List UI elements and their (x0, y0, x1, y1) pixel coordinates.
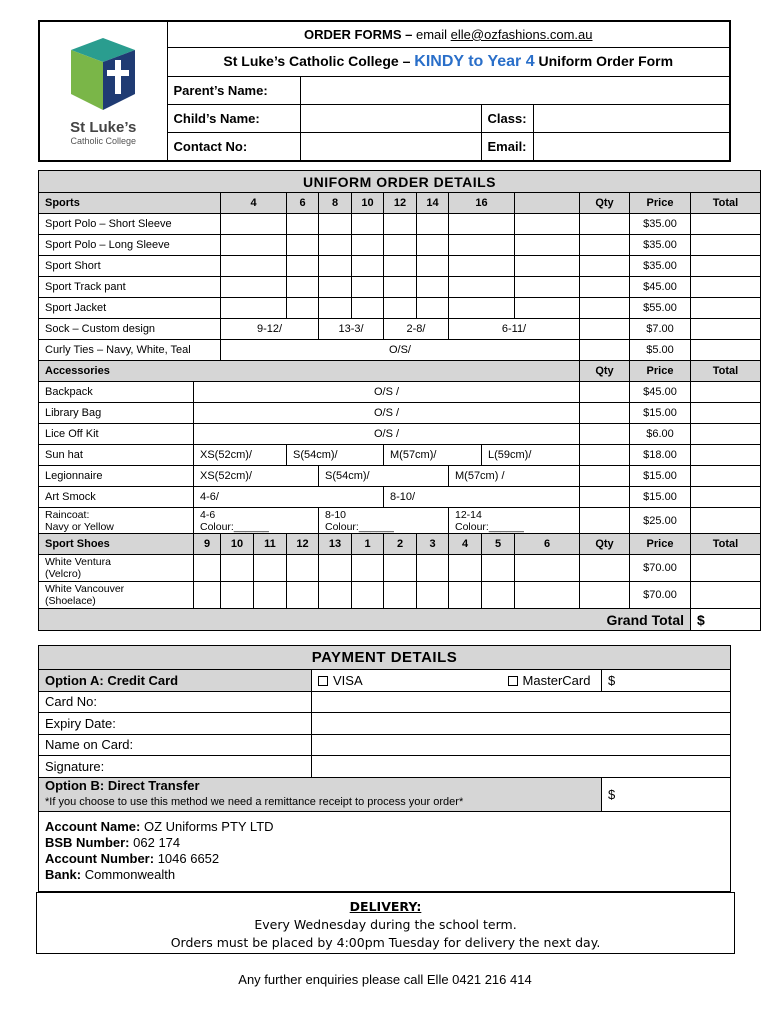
total-cell[interactable] (691, 214, 761, 235)
size-header: 16 (449, 193, 515, 214)
qty-header: Qty (580, 193, 630, 214)
total-cell[interactable] (691, 508, 761, 534)
size-option[interactable]: XS(52cm)/ (194, 466, 319, 487)
raincoat-colour: Colour:______ (325, 520, 394, 533)
raincoat-colour: Colour:______ (200, 520, 269, 533)
backpack-row (39, 382, 761, 403)
total-cell[interactable] (691, 235, 761, 256)
bsb-label: BSB Number: (45, 835, 130, 850)
visa-option[interactable] (318, 673, 362, 688)
size-qty-cell[interactable] (515, 277, 580, 298)
parent-name-label: Parent’s Name: (167, 76, 300, 104)
price-cell: $70.00 (630, 582, 691, 609)
mastercard-option[interactable] (508, 673, 591, 688)
sports-header-row (39, 193, 761, 214)
size-option[interactable]: O/S / (194, 382, 580, 403)
size-qty-cell[interactable] (449, 298, 515, 319)
price-cell: $55.00 (630, 298, 691, 319)
email-label-text: email (415, 26, 448, 42)
contact-field[interactable] (300, 132, 481, 161)
size-qty-cell[interactable] (287, 235, 319, 256)
size-option[interactable]: 6-11/ (449, 319, 580, 340)
size-option[interactable]: S(54cm)/ (287, 445, 384, 466)
item-name: Legionnaire (39, 466, 194, 487)
card-no-field[interactable] (312, 691, 731, 713)
raincoat-size: 8-10 (325, 508, 347, 521)
card-no-label: Card No: (39, 691, 312, 713)
transfer-amount-field[interactable]: $ (602, 777, 731, 811)
legionnaire-row (39, 466, 761, 487)
shoe-size-header: 3 (417, 534, 449, 555)
size-qty-cell[interactable] (352, 214, 384, 235)
sports-item-row (39, 214, 761, 235)
qty-cell[interactable] (580, 445, 630, 466)
total-cell[interactable] (691, 403, 761, 424)
qty-header: Qty (580, 534, 630, 555)
size-qty-cell[interactable] (319, 277, 352, 298)
size-qty-cell[interactable] (449, 235, 515, 256)
shoe-size-cell[interactable] (384, 582, 417, 609)
size-qty-cell[interactable] (515, 298, 580, 319)
expiry-field[interactable] (312, 713, 731, 735)
size-qty-cell[interactable] (384, 298, 417, 319)
shoe-size-cell[interactable] (254, 555, 287, 582)
item-name: Curly Ties – Navy, White, Teal (39, 340, 221, 361)
item-name: Sport Short (39, 256, 221, 277)
qty-cell[interactable] (580, 340, 630, 361)
size-qty-cell[interactable] (352, 298, 384, 319)
price-cell: $35.00 (630, 256, 691, 277)
size-option[interactable]: 2-8/ (384, 319, 449, 340)
class-label: Class: (481, 104, 533, 132)
size-qty-cell[interactable] (352, 277, 384, 298)
total-cell[interactable] (691, 319, 761, 340)
grand-total-row (39, 609, 761, 631)
size-qty-cell[interactable] (449, 277, 515, 298)
price-header: Price (630, 193, 691, 214)
size-qty-cell[interactable] (287, 277, 319, 298)
size-qty-cell[interactable] (515, 235, 580, 256)
size-qty-cell[interactable] (384, 214, 417, 235)
shoe-name: White Vancouver (45, 583, 125, 595)
shoe-size-cell[interactable] (194, 582, 221, 609)
shoe-size-cell[interactable] (482, 555, 515, 582)
size-option[interactable] (194, 508, 319, 534)
shoe-size-header: 9 (194, 534, 221, 555)
mastercard-label: MasterCard (522, 672, 591, 688)
shoe-size-cell[interactable] (515, 582, 580, 609)
raincoat-colour: Colour:______ (455, 520, 524, 533)
sports-item-row (39, 235, 761, 256)
size-qty-cell[interactable] (417, 214, 449, 235)
size-qty-cell[interactable] (319, 235, 352, 256)
shoe-size-cell[interactable] (221, 582, 254, 609)
logo-subtitle: Catholic College (70, 136, 137, 146)
qty-cell[interactable] (580, 214, 630, 235)
name-on-card-label: Name on Card: (39, 734, 312, 756)
size-qty-cell[interactable] (352, 235, 384, 256)
size-header: 10 (352, 193, 384, 214)
shoe-size-cell[interactable] (319, 555, 352, 582)
uniform-order-table (38, 170, 761, 631)
raincoat-name: Raincoat: (45, 508, 90, 521)
size-qty-cell[interactable] (221, 214, 287, 235)
total-header: Total (691, 193, 761, 214)
size-option[interactable]: O/S / (194, 403, 580, 424)
price-cell: $45.00 (630, 277, 691, 298)
qty-cell[interactable] (580, 403, 630, 424)
price-cell: $15.00 (630, 466, 691, 487)
shoe-size-header: 5 (482, 534, 515, 555)
grand-total-field[interactable]: $ (691, 609, 761, 631)
size-header: 6 (287, 193, 319, 214)
total-cell[interactable] (691, 382, 761, 403)
total-cell[interactable] (691, 340, 761, 361)
size-qty-cell[interactable] (384, 277, 417, 298)
bank-account-details (39, 811, 731, 891)
class-field[interactable] (533, 104, 730, 132)
qty-cell[interactable] (580, 555, 630, 582)
price-header: Price (630, 361, 691, 382)
size-qty-cell[interactable] (417, 298, 449, 319)
size-option[interactable]: M(57cm) / (449, 466, 580, 487)
sports-label: Sports (39, 193, 221, 214)
shoe-size-header: 1 (352, 534, 384, 555)
form-name: Uniform Order Form (538, 52, 674, 69)
sport-shoes-header-row (39, 534, 761, 555)
sock-row (39, 319, 761, 340)
size-qty-cell[interactable] (384, 256, 417, 277)
qty-header: Qty (580, 361, 630, 382)
sun-hat-row (39, 445, 761, 466)
shoe-size-header: 12 (287, 534, 319, 555)
qty-cell[interactable] (580, 582, 630, 609)
size-option[interactable]: 9-12/ (221, 319, 319, 340)
raincoat-colours: Navy or Yellow (45, 520, 114, 533)
price-cell: $7.00 (630, 319, 691, 340)
shoe-size-cell[interactable] (384, 555, 417, 582)
shoe-size-header: 11 (254, 534, 287, 555)
qty-cell[interactable] (580, 319, 630, 340)
account-number: 1046 6652 (157, 851, 220, 866)
item-name: Lice Off Kit (39, 424, 194, 445)
lice-kit-row (39, 424, 761, 445)
account-name-label: Account Name: (45, 819, 141, 834)
account-name: OZ Uniforms PTY LTD (143, 819, 274, 834)
shoe-size-cell[interactable] (352, 582, 384, 609)
total-cell[interactable] (691, 445, 761, 466)
size-qty-cell[interactable] (287, 214, 319, 235)
price-cell: $70.00 (630, 555, 691, 582)
shoe-size-header: 4 (449, 534, 482, 555)
price-header: Price (630, 534, 691, 555)
school-logo (39, 21, 167, 161)
delivery-box (36, 892, 735, 954)
size-qty-cell[interactable] (352, 256, 384, 277)
email-field[interactable] (533, 132, 730, 161)
size-qty-cell[interactable] (515, 214, 580, 235)
crest-icon (65, 36, 141, 112)
art-smock-row (39, 487, 761, 508)
shoe-size-cell[interactable] (449, 582, 482, 609)
size-qty-cell[interactable] (319, 214, 352, 235)
total-header: Total (691, 534, 761, 555)
delivery-heading: DELIVERY: (349, 899, 422, 914)
uniform-title: UNIFORM ORDER DETAILS (39, 171, 761, 193)
item-name: Sport Polo – Long Sleeve (39, 235, 221, 256)
price-cell: $45.00 (630, 382, 691, 403)
item-name: Backpack (39, 382, 194, 403)
qty-cell[interactable] (580, 508, 630, 534)
price-cell: $35.00 (630, 214, 691, 235)
total-cell[interactable] (691, 555, 761, 582)
price-cell: $18.00 (630, 445, 691, 466)
shoe-name: White Ventura (45, 556, 111, 568)
size-qty-cell[interactable] (287, 256, 319, 277)
email-label: Email: (481, 132, 533, 161)
child-name-field[interactable] (300, 104, 481, 132)
school-form-title (167, 47, 730, 76)
size-header: 14 (417, 193, 449, 214)
shoe-type: (Velcro) (45, 568, 82, 580)
shoe-size-header: 10 (221, 534, 254, 555)
item-name: Sun hat (39, 445, 194, 466)
shoe-size-cell[interactable] (352, 555, 384, 582)
size-header: 12 (384, 193, 417, 214)
item-name: Library Bag (39, 403, 194, 424)
shoe-size-cell[interactable] (417, 555, 449, 582)
contact-email-link[interactable]: elle@ozfashions.com.au (450, 26, 593, 42)
size-option[interactable]: 4-6/ (194, 487, 384, 508)
size-qty-cell[interactable] (384, 235, 417, 256)
shoe-size-cell[interactable] (287, 555, 319, 582)
contact-label: Contact No: (167, 132, 300, 161)
card-type-options (312, 670, 602, 692)
qty-cell[interactable] (580, 256, 630, 277)
total-cell[interactable] (691, 466, 761, 487)
size-option[interactable]: XS(52cm)/ (194, 445, 287, 466)
option-b-cell (39, 777, 602, 811)
qty-cell[interactable] (580, 382, 630, 403)
visa-checkbox[interactable] (318, 676, 328, 686)
total-cell[interactable] (691, 277, 761, 298)
footer-enquiries: Any further enquiries please call Elle 0421 216 414 (238, 972, 532, 987)
credit-amount-field[interactable]: $ (602, 670, 731, 692)
size-qty-cell[interactable] (417, 235, 449, 256)
item-name: Sock – Custom design (39, 319, 221, 340)
child-name-label: Child’s Name: (167, 104, 300, 132)
header-table (38, 20, 731, 162)
size-option[interactable]: L(59cm)/ (482, 445, 580, 466)
raincoat-row (39, 508, 761, 534)
size-qty-cell[interactable] (221, 277, 287, 298)
signature-label: Signature: (39, 756, 312, 778)
qty-cell[interactable] (580, 298, 630, 319)
size-qty-cell[interactable] (417, 277, 449, 298)
size-qty-cell[interactable] (449, 214, 515, 235)
size-qty-cell[interactable] (221, 298, 287, 319)
accessories-label: Accessories (39, 361, 580, 382)
price-cell: $25.00 (630, 508, 691, 534)
size-option[interactable]: S(54cm)/ (319, 466, 449, 487)
title-bold: ORDER FORMS – (304, 26, 413, 42)
shoe-size-header: 2 (384, 534, 417, 555)
item-name (39, 508, 194, 534)
option-b-label: Option B: Direct Transfer (45, 778, 200, 793)
item-name (39, 555, 194, 582)
shoe-size-cell[interactable] (449, 555, 482, 582)
sports-item-row (39, 256, 761, 277)
size-option[interactable] (449, 508, 580, 534)
size-qty-cell[interactable] (221, 235, 287, 256)
raincoat-size: 4-6 (200, 508, 216, 521)
total-cell[interactable] (691, 487, 761, 508)
total-cell[interactable] (691, 582, 761, 609)
kindy-label: KINDY to Year 4 (414, 52, 535, 70)
visa-label: VISA (333, 672, 362, 688)
total-cell[interactable] (691, 424, 761, 445)
payment-title: PAYMENT DETAILS (39, 646, 731, 670)
item-name: Sport Track pant (39, 277, 221, 298)
size-qty-cell[interactable] (221, 256, 287, 277)
shoe-size-header: 6 (515, 534, 580, 555)
shoe-size-cell[interactable] (194, 555, 221, 582)
size-header: 4 (221, 193, 287, 214)
qty-cell[interactable] (580, 424, 630, 445)
sports-item-row (39, 298, 761, 319)
qty-cell[interactable] (580, 466, 630, 487)
size-qty-cell[interactable] (417, 256, 449, 277)
payment-table (38, 645, 731, 892)
logo-name: St Luke’s (70, 119, 137, 136)
size-qty-cell[interactable] (449, 256, 515, 277)
delivery-line-2: Orders must be placed by 4:00pm Tuesday for delivery the next day. (170, 935, 601, 950)
shoe-size-cell[interactable] (221, 555, 254, 582)
expiry-label: Expiry Date: (39, 713, 312, 735)
shoe-size-cell[interactable] (319, 582, 352, 609)
price-cell: $15.00 (630, 403, 691, 424)
size-qty-cell[interactable] (515, 256, 580, 277)
shoe-size-header: 13 (319, 534, 352, 555)
account-number-label: Account Number: (45, 851, 155, 866)
size-header (515, 193, 580, 214)
accessories-header-row (39, 361, 761, 382)
bank-name: Commonwealth (84, 867, 176, 882)
bsb-number: 062 174 (133, 835, 181, 850)
item-name (39, 582, 194, 609)
size-option[interactable]: 13-3/ (319, 319, 384, 340)
size-option[interactable] (319, 508, 449, 534)
shoe-ventura-row (39, 555, 761, 582)
size-option[interactable]: M(57cm)/ (384, 445, 482, 466)
mastercard-checkbox[interactable] (508, 676, 518, 686)
total-header: Total (691, 361, 761, 382)
size-qty-cell[interactable] (319, 256, 352, 277)
size-option[interactable]: O/S / (194, 424, 580, 445)
sport-shoes-label: Sport Shoes (39, 534, 194, 555)
qty-cell[interactable] (580, 277, 630, 298)
shoe-type: (Shoelace) (45, 595, 96, 607)
total-cell[interactable] (691, 298, 761, 319)
school-name: St Luke’s Catholic College – (223, 52, 411, 69)
order-forms-title (167, 21, 730, 47)
price-cell: $15.00 (630, 487, 691, 508)
price-cell: $35.00 (630, 235, 691, 256)
size-option[interactable]: 8-10/ (384, 487, 580, 508)
grand-total-label: Grand Total (39, 609, 691, 631)
shoe-size-cell[interactable] (482, 582, 515, 609)
signature-field[interactable] (312, 756, 731, 778)
price-cell: $5.00 (630, 340, 691, 361)
item-name: Sport Jacket (39, 298, 221, 319)
ties-row (39, 340, 761, 361)
bank-label: Bank: (45, 867, 82, 882)
option-b-note: *If you choose to use this method we need a remittance receipt to process your order* (45, 796, 464, 808)
delivery-line-1: Every Wednesday during the school term. (254, 917, 517, 932)
shoe-size-cell[interactable] (254, 582, 287, 609)
size-qty-cell[interactable] (287, 298, 319, 319)
total-cell[interactable] (691, 256, 761, 277)
shoe-size-cell[interactable] (417, 582, 449, 609)
shoe-size-cell[interactable] (287, 582, 319, 609)
qty-cell[interactable] (580, 235, 630, 256)
size-qty-cell[interactable] (319, 298, 352, 319)
item-name: Art Smock (39, 487, 194, 508)
option-a-label: Option A: Credit Card (39, 670, 312, 692)
shoe-size-cell[interactable] (515, 555, 580, 582)
parent-name-field[interactable] (300, 76, 730, 104)
library-bag-row (39, 403, 761, 424)
qty-cell[interactable] (580, 487, 630, 508)
raincoat-size: 12-14 (455, 508, 482, 521)
sports-item-row (39, 277, 761, 298)
size-option[interactable]: O/S/ (221, 340, 580, 361)
size-header: 8 (319, 193, 352, 214)
item-name: Sport Polo – Short Sleeve (39, 214, 221, 235)
shoe-vancouver-row (39, 582, 761, 609)
price-cell: $6.00 (630, 424, 691, 445)
name-on-card-field[interactable] (312, 734, 731, 756)
